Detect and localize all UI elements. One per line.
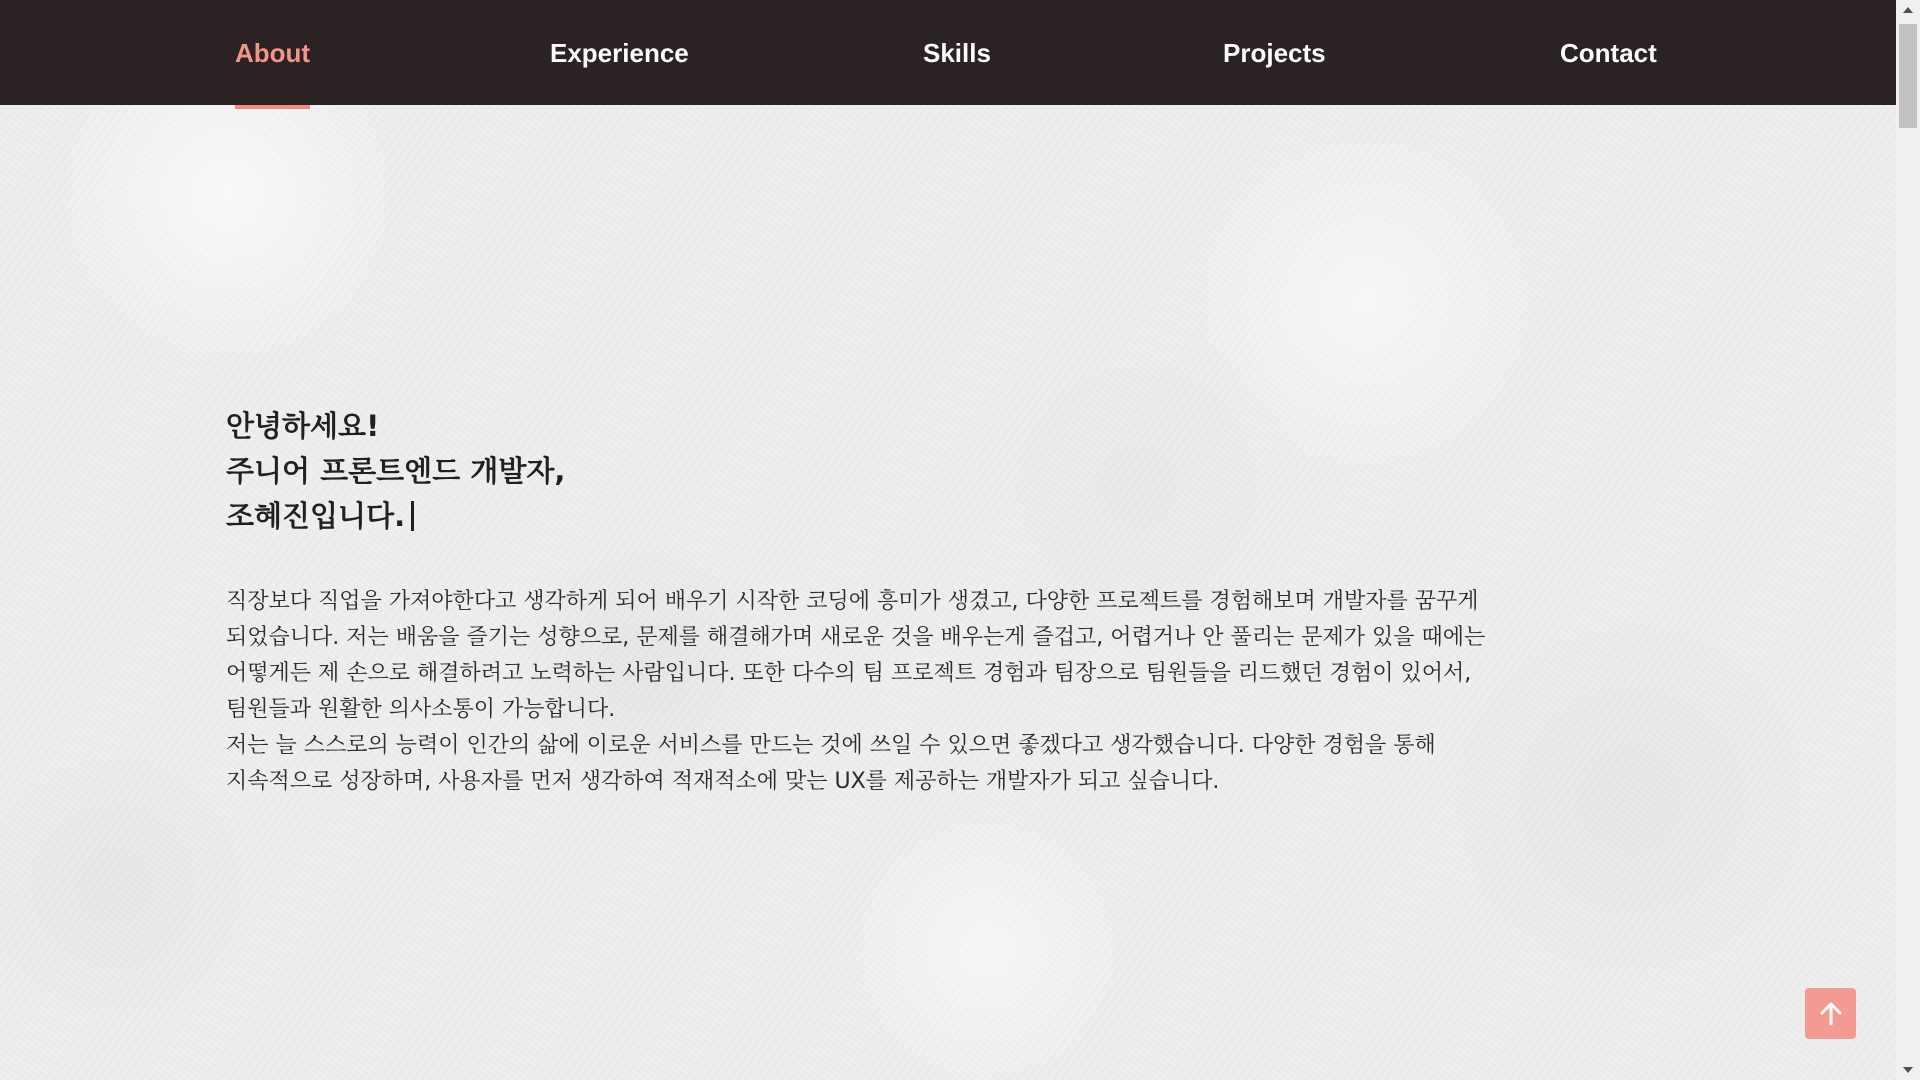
nav-item-label: About (235, 38, 311, 68)
nav-item-experience[interactable] (550, 0, 689, 105)
bio-line: 어떻게든 제 손으로 해결하려고 노력하는 사람입니다. 또한 다수의 팀 프로젝트 경험과 팀장으로 팀원들을 리드했던 경험이 있어서, (226, 661, 1472, 686)
scrollbar-thumb[interactable] (1899, 24, 1917, 128)
active-nav-underline (235, 105, 310, 109)
bio-line: 직장보다 직업을 가져야한다고 생각하게 되어 배우기 시작한 코딩에 흥미가 생겼고, 다양한 프로젝트를 경험해보며 개발자를 꿈꾸게 (226, 589, 1479, 614)
nav-item-label: Skills (923, 38, 991, 68)
headline-line-role: 주니어 프론트엔드 개발자, (226, 454, 566, 488)
headline-line-greeting: 안녕하세요! (226, 409, 380, 443)
scrollbar-down-arrow-icon[interactable] (1896, 1060, 1920, 1080)
intro-headline (226, 404, 1676, 539)
nav-item-label: Projects (1223, 38, 1326, 68)
nav-item-projects[interactable] (1223, 0, 1326, 105)
bio-line: 팀원들과 원활한 의사소통이 가능합니다. (226, 697, 616, 722)
bio-line: 지속적으로 성장하며, 사용자를 먼저 생각하여 적재적소에 맞는 UX를 제공하는 개발자가 되고 싶습니다. (226, 769, 1220, 794)
about-section (226, 404, 1676, 800)
headline-line-name (226, 494, 1676, 539)
scrollbar-up-arrow-icon[interactable] (1896, 0, 1920, 20)
headline-name-text: 조혜진입니다. (226, 499, 406, 533)
bio-line: 저는 늘 스스로의 능력이 인간의 삶에 이로운 서비스를 만드는 것에 쓰일 수 있으면 좋겠다고 생각했습니다. 다양한 경험을 통해 (226, 733, 1436, 758)
nav-item-label: Experience (550, 38, 689, 68)
scroll-to-top-button[interactable] (1805, 988, 1856, 1039)
typing-caret (411, 501, 414, 531)
intro-bio (226, 584, 1666, 800)
vertical-scrollbar[interactable] (1896, 0, 1920, 1080)
top-navigation (0, 0, 1896, 105)
arrow-up-icon (1816, 999, 1846, 1029)
bio-line: 되었습니다. 저는 배움을 즐기는 성향으로, 문제를 해결해가며 새로운 것을 배우는게 즐겁고, 어렵거나 안 풀리는 문제가 있을 때에는 (226, 625, 1486, 650)
nav-item-label: Contact (1560, 38, 1657, 68)
nav-item-contact[interactable] (1560, 0, 1657, 105)
nav-item-skills[interactable] (923, 0, 991, 105)
nav-item-about[interactable] (235, 0, 310, 105)
